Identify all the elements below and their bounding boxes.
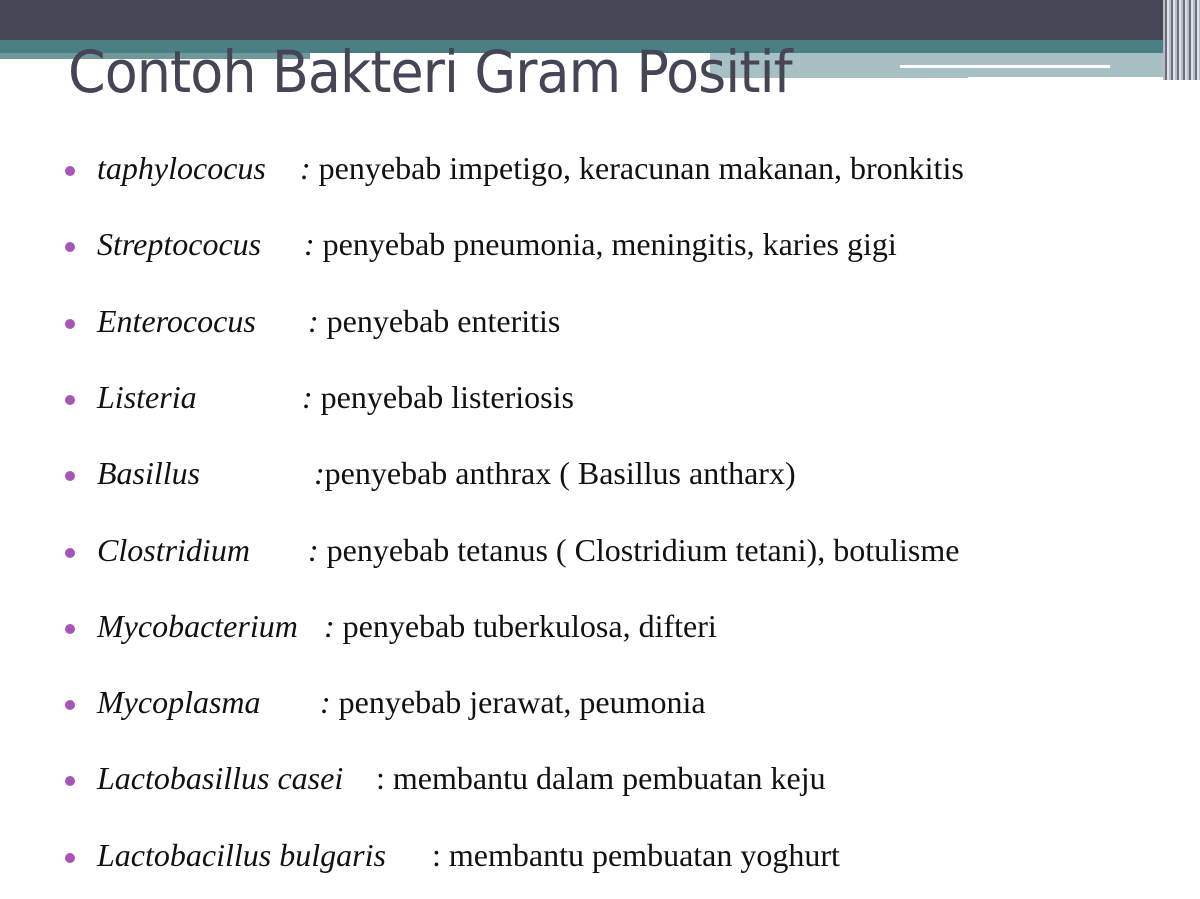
list-item [0, 455, 1200, 495]
bacteria-name: taphylococus [97, 150, 266, 186]
bullet-icon [65, 853, 75, 863]
separator: : [308, 531, 327, 568]
list-item [0, 532, 1200, 572]
description-text: membantu pembuatan yoghurt [448, 836, 840, 873]
list-item [0, 150, 1200, 190]
header-decor-line [900, 65, 1110, 68]
list-item [0, 760, 1200, 800]
bacteria-name: Basillus [97, 455, 201, 492]
bullet-icon [65, 624, 75, 634]
description-text: penyebab jerawat, peumonia [338, 684, 706, 721]
separator: : [302, 378, 321, 415]
separator: : [376, 760, 393, 797]
bacteria-description [376, 760, 826, 797]
description-text: penyebab listeriosis [320, 378, 574, 415]
bacteria-description [304, 226, 897, 263]
separator: : [308, 302, 327, 339]
list-item [0, 379, 1200, 419]
bullet-icon [65, 471, 75, 481]
bullet-icon [65, 700, 75, 710]
description-text: penyebab anthrax ( Basillus antharx) [324, 455, 796, 492]
bacteria-description [308, 303, 560, 340]
header-stripes-decoration [1163, 0, 1200, 80]
bullet-icon [65, 319, 75, 329]
bacteria-description [324, 608, 717, 645]
bullet-icon [65, 166, 75, 176]
description-text: penyebab enteritis [326, 302, 561, 339]
separator: : [432, 836, 449, 873]
bullet-icon [65, 395, 75, 405]
separator: : [314, 455, 325, 492]
separator: : [324, 607, 343, 644]
bacteria-name: Streptococus [97, 226, 262, 263]
list-item [0, 226, 1200, 266]
bacteria-name: Mycobacterium [97, 607, 298, 644]
header-bar [0, 0, 1200, 40]
separator: : [304, 226, 323, 263]
list-item [0, 303, 1200, 343]
bullet-icon [65, 776, 75, 786]
separator: : [300, 150, 319, 186]
bacteria-name: Listeria [97, 378, 197, 415]
bacteria-name: Lactobacillus bulgaris [97, 836, 386, 873]
description-text: penyebab pneumonia, meningitis, karies gigi [322, 226, 897, 263]
separator: : [320, 684, 339, 721]
list-item [0, 837, 1200, 877]
bacteria-name: Clostridium [97, 531, 250, 568]
slide-title: Contoh Bakteri Gram Positif [68, 38, 792, 106]
bacteria-description [300, 150, 964, 187]
bacteria-name: Mycoplasma [97, 684, 261, 721]
description-text: penyebab impetigo, keracunan makanan, bronkitis [318, 150, 964, 186]
list-item [0, 684, 1200, 724]
bacteria-description [432, 837, 840, 874]
list-item [0, 608, 1200, 648]
bacteria-name: Lactobasillus casei [97, 760, 344, 797]
bacteria-name: Enterococus [97, 302, 256, 339]
bacteria-description [320, 684, 706, 721]
bullet-icon [65, 548, 75, 558]
bacteria-description [308, 532, 959, 569]
description-text: membantu dalam pembuatan keju [392, 760, 826, 797]
bacteria-description [302, 379, 574, 416]
bullet-icon [65, 242, 75, 252]
description-text: penyebab tuberkulosa, difteri [342, 607, 717, 644]
description-text: penyebab tetanus ( Clostridium tetani), botulisme [326, 531, 960, 568]
bacteria-description [314, 455, 796, 492]
